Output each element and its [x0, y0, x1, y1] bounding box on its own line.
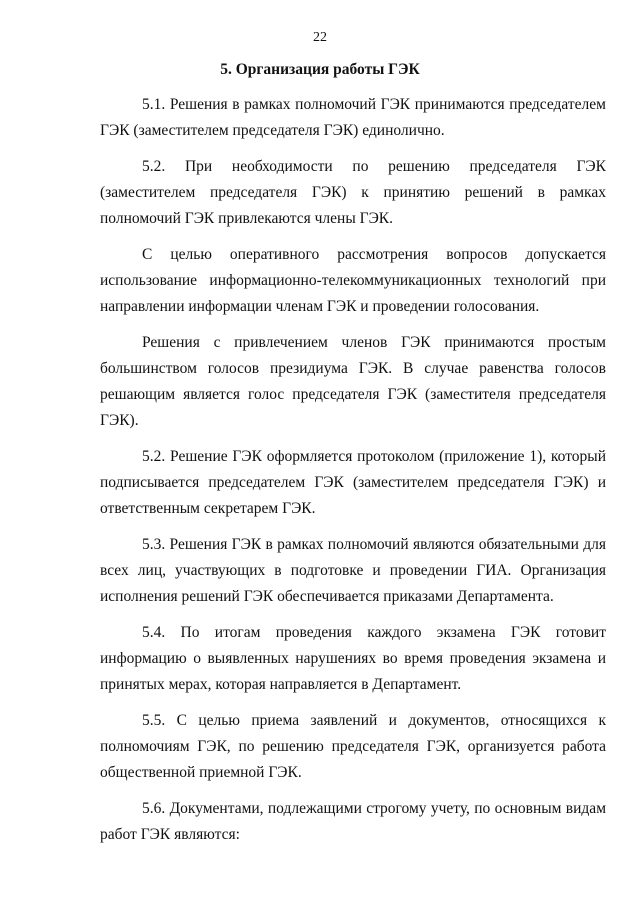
document-body [100, 92, 606, 858]
paragraph-5-5: 5.5. С целью приема заявлений и документов, относящихся к полномочиям ГЭК, по решению председателя ГЭК, организуется работа общественной приемной ГЭК. [100, 712, 606, 781]
paragraph-5-3: 5.3. Решения ГЭК в рамках полномочий являются обязательными для всех лиц, участвующих в подготовке и проведении ГИА. Организация исполнения решений ГЭК обеспечивается приказами Департамента. [100, 536, 606, 605]
paragraph-5-1: 5.1. Решения в рамках полномочий ГЭК принимаются председателем ГЭК (заместителем председателя ГЭК) единолично. [100, 96, 606, 139]
paragraph-5-6: 5.6. Документами, подлежащими строгому учету, по основным видам работ ГЭК являются: [100, 800, 606, 843]
page-number: 22 [313, 30, 327, 45]
paragraph-5-2-protocol: 5.2. Решение ГЭК оформляется протоколом (приложение 1), который подписывается председателем ГЭК (заместителем председателя ГЭК) и ответственным секретарем ГЭК. [100, 448, 606, 517]
paragraph-5-4: 5.4. По итогам проведения каждого экзамена ГЭК готовит информацию о выявленных нарушениях во время проведения экзамена и принятых мерах, которая направляется в Департамент. [100, 624, 606, 693]
paragraph-5-2-members: 5.2. При необходимости по решению председателя ГЭК (заместителем председателя ГЭК) к принятию решений в рамках полномочий ГЭК привлекаются члены ГЭК. [100, 158, 606, 227]
paragraph-majority-vote: Решения с привлечением членов ГЭК принимаются простым большинством голосов президиума ГЭК. В случае равенства голосов решающим является голос председателя ГЭК (заместителя председателя ГЭК). [100, 334, 606, 429]
section-title: 5. Организация работы ГЭК [220, 61, 420, 78]
paragraph-ict-voting: С целью оперативного рассмотрения вопросов допускается использование информационно-телекоммуникационных технологий при направлении информации членам ГЭК и проведении голосования. [100, 246, 606, 315]
